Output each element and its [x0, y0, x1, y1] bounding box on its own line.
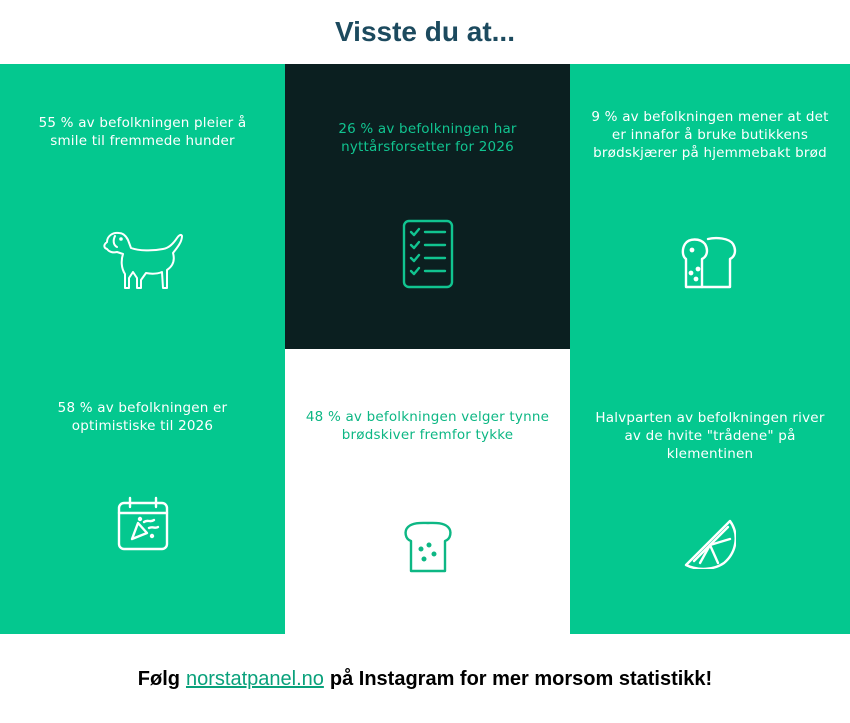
- fact-text: 55 % av befolkningen pleier å smile til fremmede hunder: [38, 115, 247, 149]
- fact-tile-bread-slicer: [570, 64, 850, 349]
- fact-tile-resolutions: [285, 64, 570, 349]
- fact-tile-dogs: [0, 64, 285, 349]
- fact-text: 58 % av befolkningen er optimistiske til 2026: [57, 400, 228, 434]
- toast-slice-icon: [403, 521, 453, 573]
- fact-tile-clementine: [570, 349, 850, 634]
- norstat-link[interactable]: norstatpanel.no: [185, 667, 324, 690]
- fact-tile-thin-slices: [285, 349, 570, 634]
- fact-text: 9 % av befolkningen mener at det er innafor å bruke butikkens brødskjærer på hjemmebakt brød: [591, 109, 829, 161]
- page-title: Visste du at...: [335, 16, 515, 47]
- footer-text-after: på Instagram for mer morsom statistikk!: [329, 667, 713, 690]
- party-calendar-icon: [116, 495, 170, 553]
- citrus-slice-icon: [684, 517, 736, 569]
- footer-text-before: Følg: [137, 667, 180, 690]
- fact-text: 26 % av befolkningen har nyttårsforsetter for 2026: [338, 121, 517, 155]
- fact-text: 48 % av befolkningen velger tynne brødskiver fremfor tykke: [305, 409, 550, 443]
- checklist-icon: [402, 219, 454, 289]
- dog-icon: [101, 228, 185, 294]
- footer-cta: [0, 652, 850, 706]
- fact-grid: [0, 64, 850, 634]
- fact-text: Halvparten av befolkningen river av de hvite "trådene" på klementinen: [595, 410, 825, 462]
- bread-loaf-icon: [680, 235, 740, 289]
- fact-tile-optimism: [0, 349, 285, 634]
